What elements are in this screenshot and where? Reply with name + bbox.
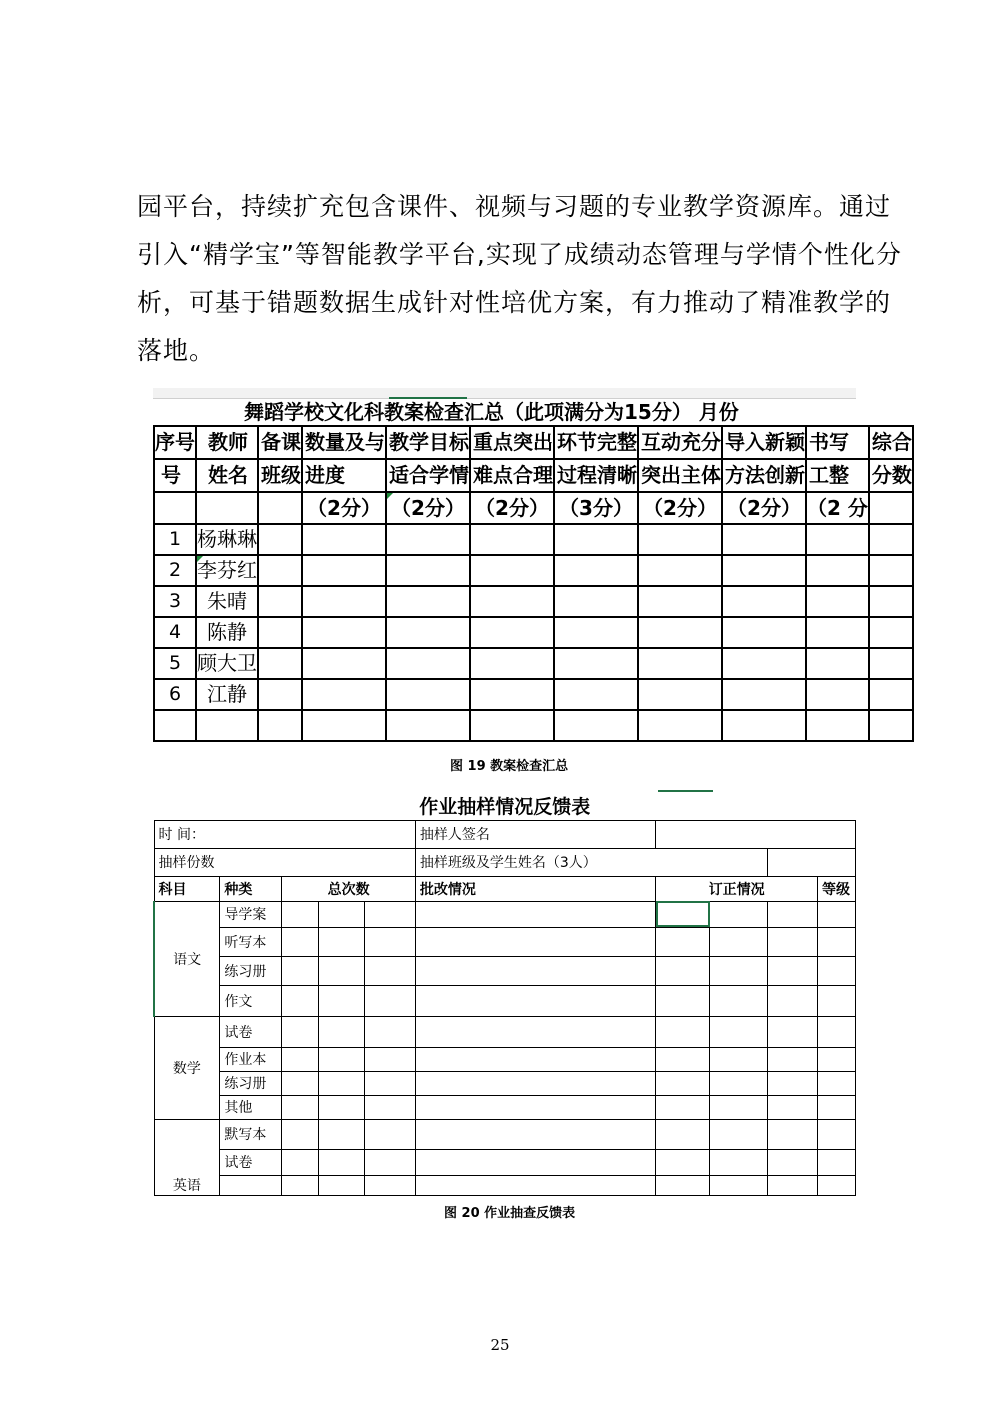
row-number: 1 xyxy=(154,524,196,555)
points-cell: （2分） xyxy=(302,492,386,524)
header-teacher: 教师 xyxy=(196,426,258,459)
kind-cell: 试卷 xyxy=(220,1016,282,1047)
points-cell: （3分） xyxy=(554,492,638,524)
header-review: 批改情况 xyxy=(415,876,656,901)
header-goal: 教学目标 xyxy=(386,426,470,459)
subject-math: 数学 xyxy=(154,1016,220,1119)
paragraph-line: 园平台，持续扩充包含课件、视频与习题的专业教学资源库。通过 xyxy=(137,192,892,221)
teacher-name: 朱晴 xyxy=(196,586,258,617)
figure-20-caption: 图 20 作业抽查反馈表 xyxy=(444,1206,576,1221)
header-teacher-2: 姓名 xyxy=(196,459,258,492)
form-title: 作业抽样情况反馈表 xyxy=(154,792,856,820)
header-writing-2: 工整 xyxy=(806,459,869,492)
signer-label: 抽样人签名 xyxy=(415,820,656,848)
time-label: 时 间： xyxy=(154,820,415,848)
header-goal-2: 适合学情 xyxy=(386,459,470,492)
header-focus-2: 难点合理 xyxy=(470,459,554,492)
figure-19-caption: 图 19 教案检查汇总 xyxy=(450,759,569,774)
header-subject: 科目 xyxy=(154,876,220,901)
count-label: 抽样份数 xyxy=(154,848,415,876)
paragraph-line: 引入“精学宝”等智能教学平台,实现了成绩动态管理与学情个性化分 xyxy=(137,240,902,269)
header-intro-2: 方法创新 xyxy=(722,459,806,492)
header-correction: 订正情况 xyxy=(656,876,818,901)
points-cell: （2 分 xyxy=(806,492,869,524)
points-cell xyxy=(196,492,258,524)
homework-feedback-figure xyxy=(153,790,856,1194)
header-no-2: 号 xyxy=(154,459,196,492)
kind-cell: 听写本 xyxy=(220,927,282,956)
body-paragraph xyxy=(137,183,902,375)
row-number: 4 xyxy=(154,617,196,648)
points-cell: （2分） xyxy=(638,492,722,524)
homework-feedback-table xyxy=(153,792,856,1196)
header-focus: 重点突出 xyxy=(470,426,554,459)
points-cell xyxy=(258,492,302,524)
spreadsheet-column-header-bar xyxy=(153,388,856,399)
header-interaction-2: 突出主体 xyxy=(638,459,722,492)
paragraph-line: 落地。 xyxy=(137,336,216,365)
kind-cell: 默写本 xyxy=(220,1119,282,1149)
header-writing: 书写 xyxy=(806,426,869,459)
header-no: 序号 xyxy=(154,426,196,459)
selected-cell[interactable] xyxy=(656,901,710,927)
teacher-name: 顾大卫 xyxy=(196,648,258,679)
header-quantity: 数量及与 xyxy=(302,426,386,459)
row-number: 3 xyxy=(154,586,196,617)
teacher-name: 陈静 xyxy=(196,617,258,648)
page-number: 25 xyxy=(490,1336,510,1354)
table-title: 舞蹈学校文化科教案检查汇总（此项满分为15分） 月份 xyxy=(244,400,739,424)
teacher-name: 江静 xyxy=(196,679,258,710)
header-quantity-2: 进度 xyxy=(302,459,386,492)
class-label: 抽样班级及学生姓名（3人） xyxy=(415,848,767,876)
kind-cell: 作业本 xyxy=(220,1047,282,1071)
kind-cell: 导学案 xyxy=(220,901,282,927)
kind-cell: 其他 xyxy=(220,1095,282,1119)
header-steps-2: 过程清晰 xyxy=(554,459,638,492)
header-prep-2: 班级 xyxy=(258,459,302,492)
subject-chinese: 语文 xyxy=(154,901,220,1016)
header-steps: 环节完整 xyxy=(554,426,638,459)
points-cell: （2分） xyxy=(722,492,806,524)
kind-cell: 试卷 xyxy=(220,1149,282,1175)
row-number: 2 xyxy=(154,555,196,586)
points-cell: （2分） xyxy=(470,492,554,524)
selected-column-indicator xyxy=(389,388,467,399)
subject-english: 英语 xyxy=(154,1119,220,1195)
row-number: 6 xyxy=(154,679,196,710)
lesson-plan-summary-table xyxy=(153,399,914,742)
header-total: 综合 xyxy=(869,426,913,459)
header-total-count: 总次数 xyxy=(282,876,416,901)
row-number: 5 xyxy=(154,648,196,679)
paragraph-line: 析，可基于错题数据生成针对性培优方案，有力推动了精准教学的 xyxy=(137,288,892,317)
points-cell xyxy=(869,492,913,524)
teacher-name: 李芬红 xyxy=(196,555,258,586)
header-intro: 导入新颖 xyxy=(722,426,806,459)
kind-cell: 作文 xyxy=(220,985,282,1016)
header-prep: 备课 xyxy=(258,426,302,459)
points-cell xyxy=(154,492,196,524)
header-grade: 等级 xyxy=(817,876,855,901)
kind-cell: 练习册 xyxy=(220,956,282,985)
header-interaction: 互动充分 xyxy=(638,426,722,459)
header-kind: 种类 xyxy=(220,876,282,901)
teacher-name: 杨琳琳 xyxy=(196,524,258,555)
lesson-plan-summary-figure xyxy=(153,388,912,725)
kind-cell: 练习册 xyxy=(220,1071,282,1095)
points-cell: （2分） xyxy=(386,492,470,524)
header-total-2: 分数 xyxy=(869,459,913,492)
